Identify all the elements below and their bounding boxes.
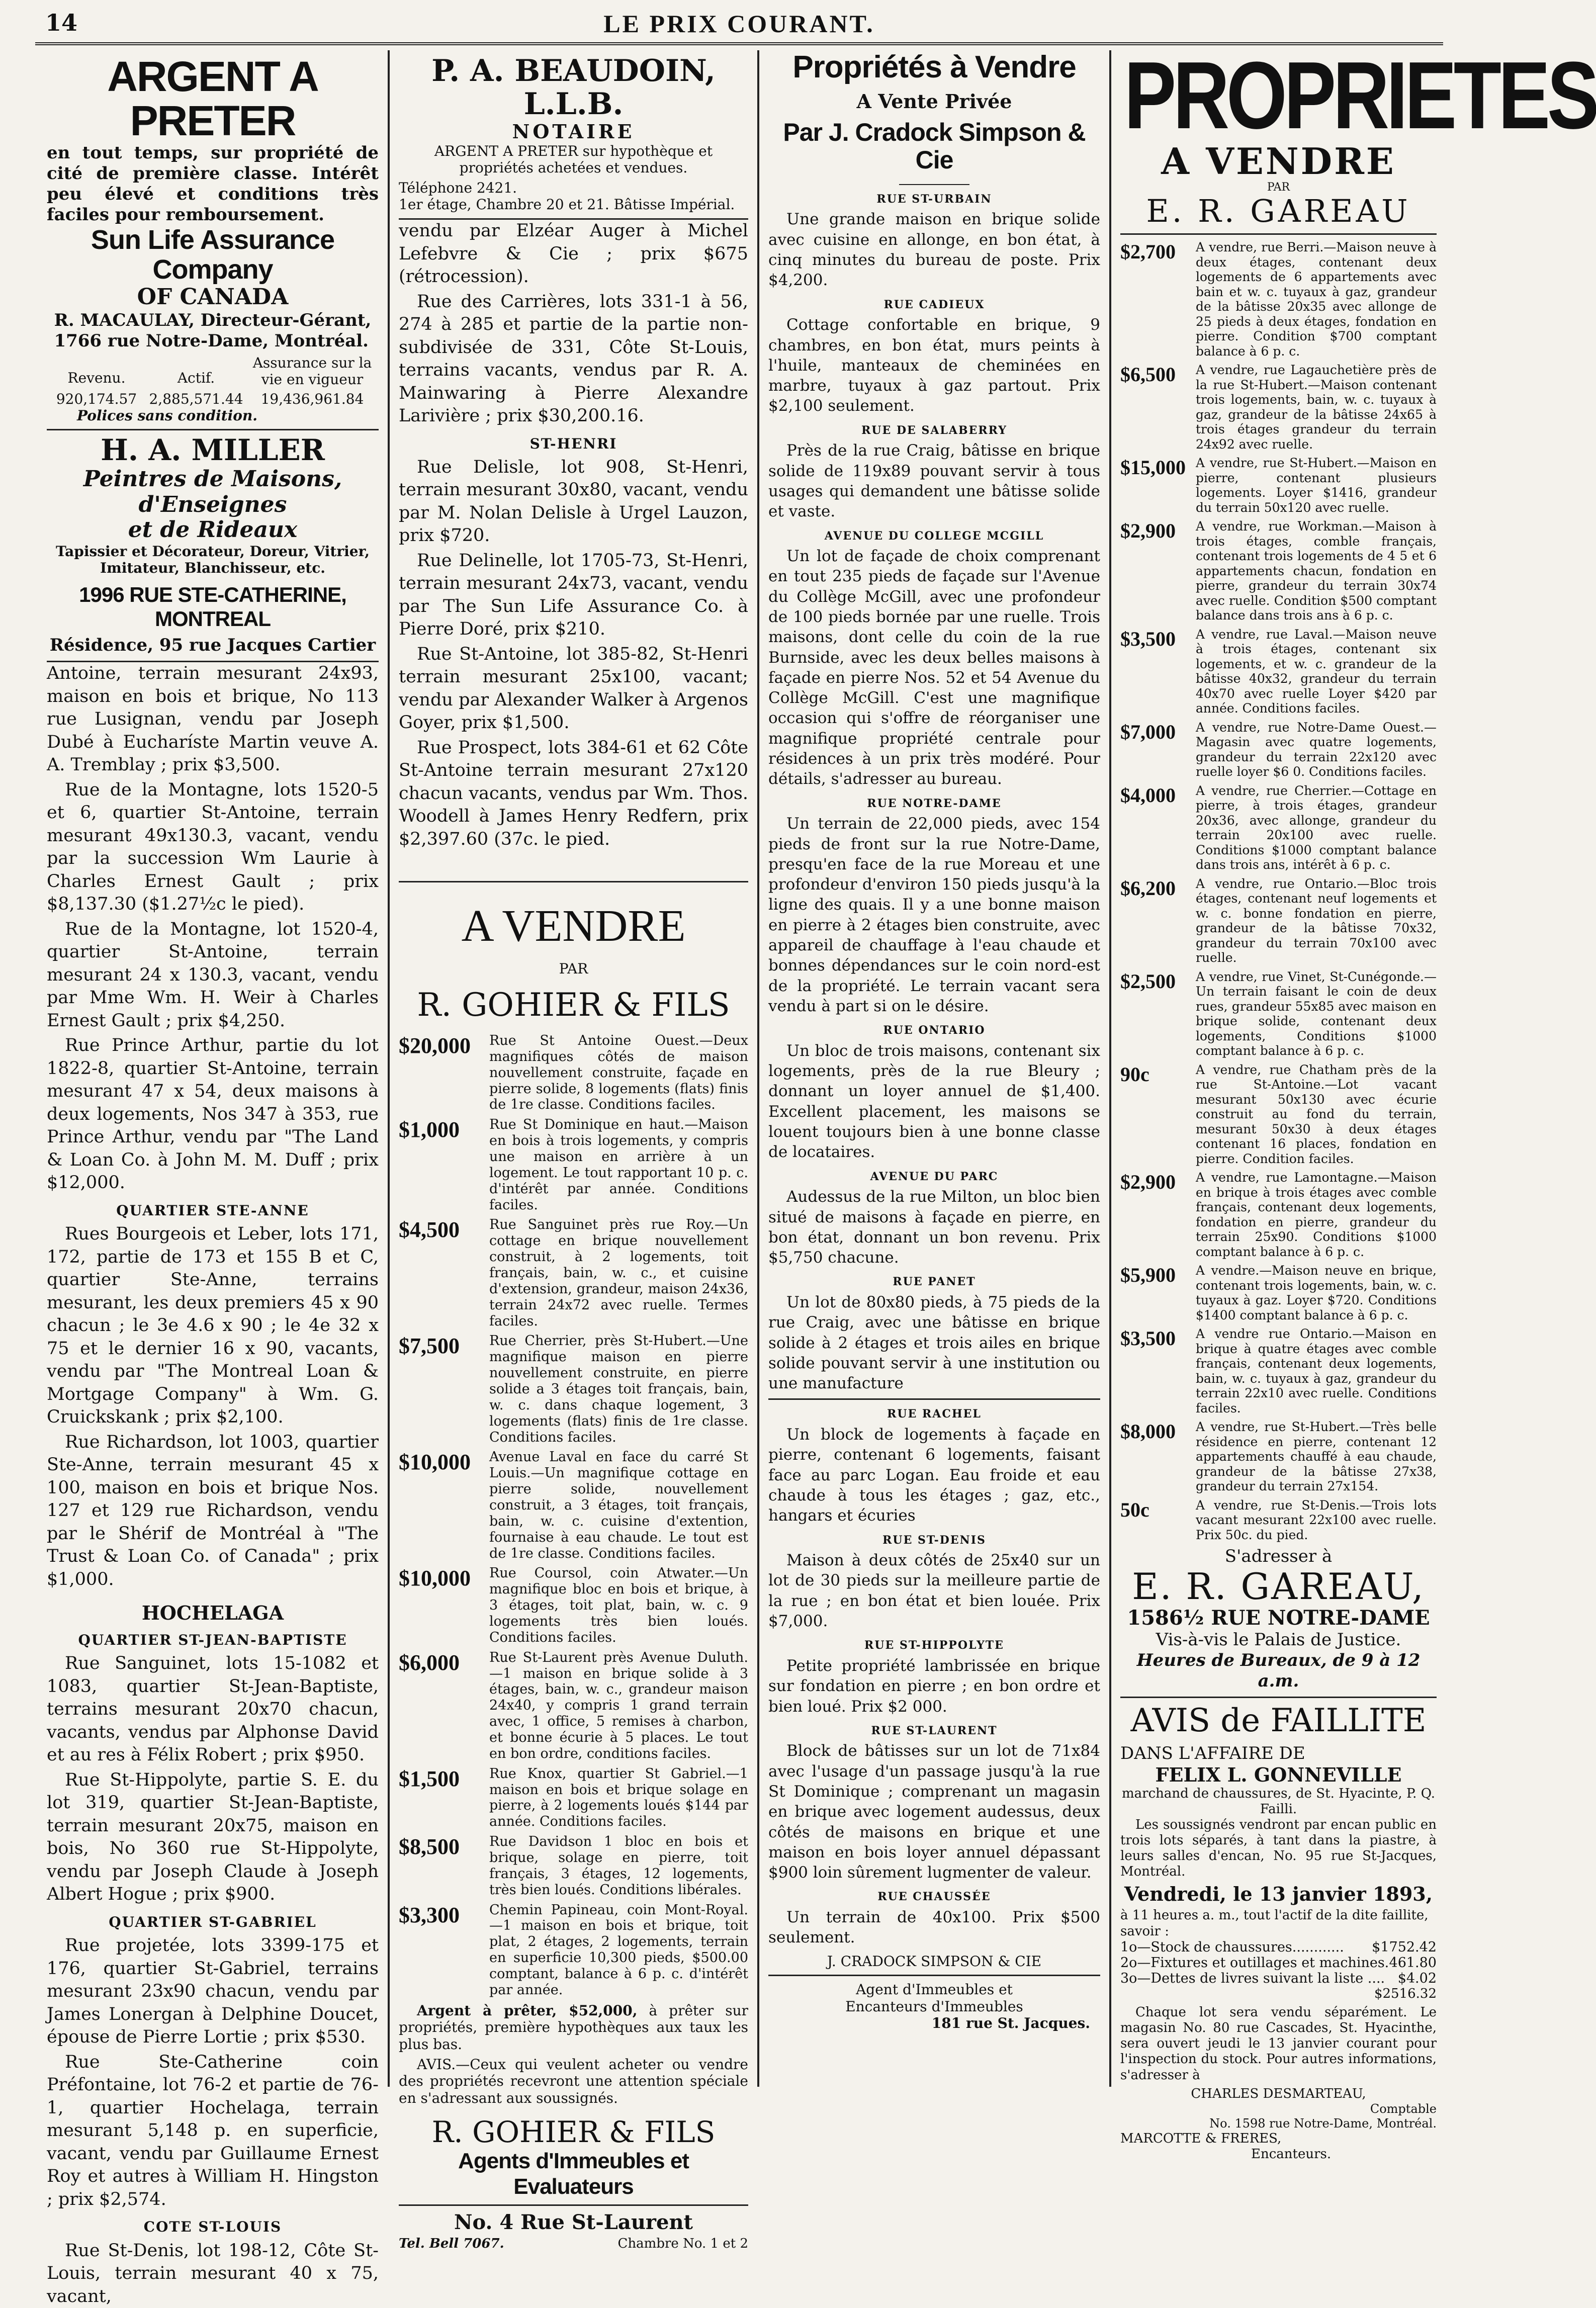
avis-item [1120, 1955, 1437, 1971]
avis-contact-role: Comptable [1370, 2102, 1437, 2116]
section-heading: RUE ST-HIPPOLYTE [864, 1639, 1004, 1652]
ad-footer: Polices sans condition. [77, 407, 258, 424]
stat-header: Actif. [177, 369, 215, 386]
listing-text: A vendre, rue St-Denis.—Trois lots vacant mesurant 22x100 avec ruelle. Prix 50c. du pied. [1196, 1497, 1437, 1542]
listing [1120, 1170, 1437, 1259]
listing-text: A vendre, rue St-Hubert.—Très belle résidence en pierre, contenant 12 appartements chauffé à eau chaude, grandeur de la bâtisse 27x38, grandeur du terrain 27x154. [1196, 1419, 1437, 1494]
avis-auctioneer: MARCOTTE & FRERES, [1120, 2131, 1282, 2146]
company-country: OF CANADA [137, 284, 289, 310]
listing-text: A vendre, rue Chatham près de la rue St-Antoine.—Lot vacant mesurant 50x130 avec écurie construit au fond du terrain, mesurant 50x30 à deux étages contenant 16 places, fondation en pierre. Condition faciles. [1196, 1062, 1437, 1166]
listing-text: Rue Cherrier, près St-Hubert.—Une magnifique maison en pierre nouvellement construite, en pierre solide a 3 étages toit français, bain, w. c. dans chaque logement, 3 logements (flats) finis de 1re classe. Conditions faciles. [489, 1333, 748, 1445]
ad-title: ARGENT A PRETER [107, 53, 318, 145]
ad-line: ARGENT A PRETER sur hypothèque et propriétés achetées et vendues. [434, 142, 713, 176]
listing-text: A vendre.—Maison neuve en brique, contenant trois logements, bain, w. c. tuyaux à gaz. Loyer $720. Conditions $1400 comptant balance à 6 p. c. [1196, 1263, 1437, 1322]
section-heading: QUARTIER ST-JEAN-BAPTISTE [78, 1631, 347, 1648]
ad-role: Agents d'Immeubles et Evaluateurs [458, 2149, 689, 2199]
avis-contact: CHARLES DESMARTEAU, [1191, 2086, 1366, 2101]
ad-address: No. 4 Rue St-Laurent [454, 2210, 693, 2235]
section-heading: AVENUE DU PARC [870, 1170, 999, 1183]
avis-title: AVIS de FAILLITE [1130, 1702, 1427, 1739]
ad-firm: R. GOHIER & FILS [417, 986, 730, 1024]
section-text: Près de la rue Craig, bâtisse en brique solide de 119x89 pouvant servir à tous usages qui demandent une bâtisse solide et vaste. [768, 441, 1100, 521]
listing-text: A vendre, rue St-Hubert.—Maison en pierre, contenant plusieurs logements. Loyer $1416, grandeur du terrain 50x120 avec ruelle. [1196, 456, 1437, 515]
listing-text: Rue St-Laurent près Avenue Duluth.—1 maison en brique solide à 3 étages, bain, w. c., grandeur maison 24x40, y compris 1 grand terrain avec, 1 office, 5 remises à charbon, et bonne écurie à 5 places. Le tout en bon ordre, conditions faciles. [489, 1649, 748, 1761]
listings-agent: Par J. Cradock Simpson & Cie [783, 118, 1086, 174]
ad-contact [399, 2236, 748, 2251]
listing-price: $6,200 [1120, 876, 1176, 900]
divider [899, 184, 969, 185]
listing [1120, 519, 1437, 623]
listing-price: $3,500 [1120, 1327, 1176, 1350]
divider [1120, 233, 1437, 235]
listing-price: $8,000 [1120, 1420, 1176, 1443]
listing [1120, 969, 1437, 1058]
ad-par: PAR [559, 960, 588, 977]
listing [1120, 876, 1437, 965]
avis-item-label: 1o—Stock de chaussures............ [1120, 1939, 1344, 1955]
newspaper-title: LE PRIX COURANT. [603, 10, 875, 38]
ad-phone: Téléphone 2421. [399, 179, 517, 196]
stat-value: 2,885,571.44 [149, 390, 243, 407]
listing [399, 1033, 748, 1113]
avis-item-value: $4.02 [1397, 1970, 1437, 1986]
footer-role: Encanteurs d'Immeubles [845, 1998, 1023, 2015]
listing-price: $3,300 [399, 1902, 460, 1927]
avis-item-label: 2o—Fixtures et outillages et machines. [1120, 1955, 1389, 1971]
listing-price: $1,000 [399, 1117, 460, 1142]
paragraph: Rue St-Hippolyte, partie S. E. du lot 319, quartier St-Jean-Baptiste, terrain mesurant 20x75, maison en bois, No 360 rue St-Hippolyte, vendu par Joseph Claude à Joseph Albert Hogue ; prix $900. [47, 1769, 379, 1905]
section-heading: RUE PANET [893, 1275, 976, 1289]
ad-line: Tapissier et Décorateur, Doreur, Vitrier, Imitateur, Blanchisseur, etc. [55, 543, 370, 577]
listing [1120, 627, 1437, 716]
avis-contact-addr: No. 1598 rue Notre-Dame, Montréal. [1209, 2116, 1437, 2131]
headline-sub: A VENDRE [1161, 139, 1396, 183]
avis-text: à 11 heures a. m., tout l'actif de la dite faillite, savoir : [1120, 1908, 1429, 1939]
listing-price: $7,500 [399, 1334, 460, 1359]
paragraph: Rue Richardson, lot 1003, quartier Ste-Anne, terrain mesurant 45 x 100, maison en bois et brique Nos. 127 et 129 rue Richardson, vendu par le Shérif de Montréal à "The Trust & Loan Co. of Canada" ; prix $1,000. [47, 1432, 379, 1589]
listing-text: Rue St Dominique en haut.—Maison en bois à trois logements, y compris une maison en arrière à un logement. Le tout rapportant 10 p. c. d'intérêt par année. Conditions faciles. [489, 1117, 748, 1213]
listing-text: A vendre, rue Workman.—Maison à trois étages, comble français, contenant trois logements de 4 5 et 6 appartements chacun, fondation en pierre, grandeur du terrain 30x74 avec ruelle. Condition $500 comptant balance dans trois ans à 6 p. c. [1196, 519, 1437, 623]
divider [399, 881, 748, 882]
ad-gohier [399, 903, 748, 2251]
paragraph: Rue Sanguinet, lots 15-1082 et 1083, quartier St-Jean-Baptiste, terrains mesurant 20x70 chacun, vacants, vendus par Alphonse David et au res à Félix Robert ; prix $950. [47, 1653, 379, 1765]
listing [1120, 1263, 1437, 1322]
listing-price: $6,500 [1120, 363, 1176, 386]
avis-faillite [1120, 1703, 1437, 2162]
ad-tel: Tel. Bell 7067. [399, 2236, 504, 2252]
listing-text: Rue Coursol, coin Atwater.—Un magnifique bloc en bois et brique, à 3 étages, toit plat, bain, w. c. 9 logements très bien loués. Conditions faciles. [489, 1565, 748, 1645]
footer-role: Agent d'Immeubles et [856, 1981, 1013, 1998]
avis-auctioneer-role: Encanteurs. [1251, 2146, 1332, 2162]
avis-desc: marchand de chaussures, de St. Hyacinte, P. Q. Failli. [1122, 1786, 1435, 1817]
column-2 [390, 50, 759, 2252]
agent-vis: Vis-à-vis le Palais de Justice. [1156, 1630, 1401, 1650]
listings-title: Propriétés à Vendre [792, 50, 1076, 84]
avis-item-value: 461.80 [1389, 1955, 1437, 1971]
ad-room: Chambre No. 1 et 2 [617, 2236, 748, 2252]
section-text: Petite propriété lambrissée en brique sur fondation en pierre ; en bon ordre et bien loué. Prix $2 000. [768, 1656, 1100, 1716]
stat-header: Assurance sur la vie en vigueur [252, 354, 372, 388]
stats-values [47, 391, 379, 407]
listing [399, 1217, 748, 1329]
listing-price: $10,000 [399, 1450, 471, 1475]
agent-name: E. R. GAREAU, [1132, 1565, 1425, 1608]
listing [1120, 1326, 1437, 1415]
ad-name: P. A. BEAUDOIN, L.L.B. [431, 53, 716, 122]
listing [1120, 783, 1437, 872]
avis-text: Les soussignés vendront par encan public en trois lots séparés, à tant dans la piastre, à leurs salles d'encan, No. 95 rue St-Jacques, Montréal. [1120, 1817, 1437, 1880]
agent-hours: Heures de Bureaux, de 9 à 12 a.m. [1136, 1650, 1421, 1691]
paragraph: Rue Prospect, lots 384-61 et 62 Côte St-Antoine terrain mesurant 27x120 chacun vacants, vendus par Wm. Thos. Woodell à James Henry Redfern, prix $2,397.60 (37c. le pied. [399, 737, 748, 849]
paragraph: Rue Prince Arthur, partie du lot 1822-8, quartier St-Antoine, terrain mesurant 47 x 54, deux maisons à deux logements, Nos 347 à 353, rue Prince Arthur, vendu par "The Land & Loan Co. à John M. M. Duff ; prix $12,000. [47, 1035, 379, 1193]
ad-agent: E. R. GAREAU [1146, 193, 1411, 230]
section-heading: QUARTIER ST-GABRIEL [109, 1913, 317, 1930]
listing [1120, 720, 1437, 779]
listing-price: $5,900 [1120, 1264, 1176, 1287]
stats-headers [47, 354, 379, 388]
ad-name: H. A. MILLER [101, 433, 325, 468]
section-heading: RUE ST-URBAIN [876, 192, 992, 206]
listing-price: $6,000 [399, 1650, 460, 1675]
section-heading: COTE ST-LOUIS [143, 2218, 282, 2236]
listing-text: Chemin Papineau, coin Mont-Royal.—1 maison en bois et brique, toit plat, 2 étages, 2 logements, terrain en superficie 10,300 pieds, $500.00 comptant, balance à 6 p. c. d'intérêt par année. [489, 1902, 748, 1998]
paragraph: Rue de la Montagne, lots 1520-5 et 6, quartier St-Antoine, terrain mesurant 49x130.3, vacant, vendu par la succession Wm Laurie à Charles Ernest Gault ; prix $8,137.30 ($1.27½c le pied). [47, 779, 379, 915]
listings-sub: A Vente Privée [856, 90, 1012, 113]
listing [1120, 363, 1437, 452]
ad-address: 1996 RUE STE-CATHERINE, MONTREAL [79, 582, 346, 631]
section-heading: RUE ST-DENIS [882, 1533, 986, 1547]
ad-firm: R. GOHIER & FILS [431, 2115, 716, 2150]
footer-name: J. CRADOCK SIMPSON & CIE [827, 1952, 1042, 1970]
section-text: Un lot de 80x80 pieds, à 75 pieds de la rue Craig, avec une bâtisse en brique solide à 2 étages et trois ailes en brique solide pouvant servir à une institution ou une manufacture [768, 1293, 1100, 1393]
company-director: R. MACAULAY, Directeur-Gérant, [54, 310, 372, 330]
section-heading: RUE CHAUSSÉE [877, 1890, 991, 1904]
agent-address: 1586½ RUE NOTRE-DAME [1127, 1606, 1430, 1630]
divider [768, 1398, 1100, 1400]
section-text: Maison à deux côtés de 25x40 sur un lot de 30 pieds sur la meilleure partie de la rue ; en bon état et bien louée. Prix $7,000. [768, 1551, 1100, 1631]
company-name: Sun Life Assurance Company [91, 224, 335, 285]
listing-price: $20,000 [399, 1033, 471, 1058]
section-heading: RUE NOTRE-DAME [867, 796, 1002, 810]
listing-price: $1,500 [399, 1766, 460, 1791]
paragraph: Rue Ste-Catherine coin Préfontaine, lot 76-2 et partie de 76-1, quartier Hochelaga, terrain mesurant 5,148 p. en superficie, vacant, vendu par Guillaume Ernest Roy et autres à William H. Hingston ; prix $2,574. [47, 2052, 379, 2209]
ad-beaudoin [399, 50, 748, 220]
page-header [35, 7, 1443, 45]
divider [1120, 1697, 1437, 1698]
listing-text: A vendre, rue Cherrier.—Cottage en pierre, à trois étages, grandeur 20x36, avec allonge, grandeur du terrain 20x100 avec ruelle. Conditions $1000 comptant balance dans trois ans, intérêt à 6 p. c. [1196, 783, 1437, 872]
listing-text: A vendre, rue Lamontagne.—Maison en brique à trois étages avec comble français, contenant deux logements, fondation en pierre, grandeur du terrain 25x90. Conditions $1000 comptant balance à 6 p. c. [1196, 1170, 1437, 1259]
listing-price: $7,000 [1120, 720, 1176, 743]
avis-total: $2516.32 [1374, 1986, 1437, 2001]
avis-item [1120, 1939, 1437, 1955]
listing-text: Rue Davidson 1 bloc en bois et brique, solage en pierre, toit français, 3 étages, 12 logements, très bien loués. Conditions libérales. [489, 1834, 748, 1898]
page-number: 14 [45, 9, 78, 36]
section-heading: RUE ST-LAURENT [871, 1724, 998, 1737]
listing [1120, 456, 1437, 515]
ad-residence: Résidence, 95 rue Jacques Cartier [49, 635, 376, 656]
listing-text: A vendre, rue Vinet, St-Cunégonde.—Un terrain faisant le coin de deux rues, grandeur 55x85 avec maison en brique solide, contenant deux logements, Conditions $1000 comptant balance à 6 p. c. [1196, 969, 1437, 1058]
paragraph: Rue Delinelle, lot 1705-73, St-Henri, terrain mesurant 24x73, vacant, vendu par The Sun Life Assurance Co. à Pierre Doré, prix $210. [399, 550, 748, 640]
listing [1120, 1062, 1437, 1167]
listing-text: A vendre, rue Notre-Dame Ouest.—Magasin avec quatre logements, grandeur du terrain 22x120 avec ruelle loyer $6 0. Conditions faciles. [1196, 720, 1437, 779]
paragraph: Rue Delisle, lot 908, St-Henri, terrain mesurant 30x80, vacant, vendu par M. Nolan Delisle à Urgel Lauzon, prix $720. [399, 457, 748, 546]
listing-price: $4,500 [399, 1217, 460, 1242]
avis-name: FELIX L. GONNEVILLE [1155, 1763, 1402, 1786]
listing-text: Avenue Laval en face du carré St Louis.—Un magnifique cottage en pierre solide, nouvellement construit, a 3 étages, toit français, bain, w. c. cuisine d'extention, fournaise à eau chaude. Le tout est de 1re classe. Conditions faciles. [489, 1449, 748, 1561]
company-address: 1766 rue Notre-Dame, Montréal. [54, 330, 369, 351]
paragraph: vendu par Elzéar Auger à Michel Lefebvre & Cie ; prix $675 (rétrocession). [399, 221, 748, 287]
giant-headline: PROPRIETES [1124, 42, 1596, 149]
avis-text: Chaque lot sera vendu séparément. Le magasin No. 80 rue Cascades, St. Hyacinthe, sera ouvert jeudi le 13 janvier courant pour l'inspection du stock. Pour autres informations, s'adresser à [1120, 2004, 1437, 2083]
listing-price: $2,900 [1120, 1171, 1176, 1194]
listing [399, 1834, 748, 1898]
listing-price: 90c [1120, 1062, 1149, 1086]
paragraph: Rue St-Denis, lot 198-12, Côte St-Louis, terrain mesurant 40 x 75, vacant, [47, 2240, 379, 2306]
listing-text: Rue Knox, quartier St Gabriel.—1 maison en bois et brique solage en pierre, à 2 logements loués $144 par année. Conditions faciles. [489, 1765, 748, 1830]
avis-date: Vendredi, le 13 janvier 1893, [1124, 1882, 1433, 1905]
listing-price: $10,000 [399, 1566, 471, 1591]
listing [399, 1650, 748, 1762]
ad-par: PAR [1267, 181, 1290, 194]
avis-item [1120, 1971, 1437, 1986]
listing-price: 50c [1120, 1498, 1149, 1521]
section-heading: RUE CADIEUX [883, 298, 985, 311]
ad-line: et de Rideaux [128, 517, 298, 543]
ad-line: Peintres de Maisons, d'Enseignes [83, 466, 342, 517]
listing-text: A vendre, rue Lagauchetière près de la rue St-Hubert.—Maison contenant trois logements, bain, w. c. tuyaux à gaz, grandeur de la bâtisse 24x65 à trois étages grandeur du terrain 24x92 avec ruelle. [1196, 363, 1437, 452]
addr-intro: S'adresser à [1224, 1546, 1333, 1567]
listing [1120, 240, 1437, 359]
column-1 [38, 50, 390, 2306]
section-text: Cottage confortable en brique, 9 chambres, en bon état, murs peints à l'huile, manteaux de cheminées en marbre, tuyaux à gaz partout. Prix $2,100 seulement. [768, 316, 1100, 415]
divider [768, 1975, 1100, 1976]
section-heading: RUE DE SALABERRY [861, 423, 1007, 437]
divider [399, 2204, 748, 2206]
footer-address: 181 rue St. Jacques. [931, 2015, 1090, 2032]
avis-note: AVIS.—Ceux qui veulent acheter ou vendre des propriétés recevront une attention spéciale en s'adressant aux soussignés. [399, 2056, 748, 2106]
listing-price: $3,500 [1120, 627, 1176, 650]
listing-sections [768, 192, 1100, 1948]
news-text [399, 220, 748, 851]
listing-text: Rue St Antoine Ouest.—Deux magnifiques côtés de maison nouvellement construite, façade en pierre solide, 8 logements (flats) finis de 1re classe. Conditions faciles. [489, 1032, 748, 1113]
listing-text: A vendre, rue Berri.—Maison neuve à deux étages, contenant deux logements de 6 appartements avec bain et w. c. tuyaux à gaz, grandeur de la bâtisse 20x35 avec allonge de 25 pieds à deux étages, fondation en pierre. Condition $700 comptant balance à 6 p. c. [1196, 240, 1437, 359]
column-3 [759, 50, 1111, 2087]
section-heading: ST-HENRI [529, 435, 617, 452]
avis-item-value: $1752.42 [1372, 1939, 1437, 1955]
listing [399, 1333, 748, 1445]
ad-sun-life [47, 50, 379, 430]
section-text: Un terrain de 22,000 pieds, avec 154 pieds de front sur la rue Notre-Dame, presqu'en face de la rue Moreau et une profondeur d'environ 150 pieds jusqu'à la ligne des quais. Il y a une bonne maison en pierre à 2 étages bien construite, avec appareil de chauffage à l'eau chaude et bonnes dépendances sur le coin nord-est de la propriété. Le terrain vacant sera vendu à part si on le désire. [768, 815, 1100, 1015]
section-text: Un terrain de 40x100. Prix $500 seulement. [768, 1908, 1100, 1947]
listing-text: A vendre, rue Laval.—Maison neuve à trois étages, contenant six logements, et w. c. grandeur de la bâtisse 40x32, grandeur du terrain 40x70 avec ruelle Loyer $420 par année. Conditions faciles. [1196, 627, 1437, 716]
stat-value: 19,436,961.84 [260, 390, 364, 407]
listing-price: $4,000 [1120, 783, 1176, 807]
section-heading: AVENUE DU COLLEGE MCGILL [824, 529, 1044, 543]
listing-price: $2,900 [1120, 519, 1176, 543]
ad-lead: en tout temps, sur propriété de cité de première classe. Intérêt peu élevé et conditions très faciles pour remboursement. [47, 143, 379, 225]
listing-price: $15,000 [1120, 456, 1186, 479]
paragraph: Rue St-Antoine, lot 385-82, St-Henri terrain mesurant 25x100, vacant; vendu par Alexander Walker à Argenos Goyer, prix $1,500. [399, 644, 748, 733]
section-heading: RUE RACHEL [887, 1407, 982, 1421]
paragraph: Antoine, terrain mesurant 24x93, maison en bois et brique, No 113 rue Lusignan, vendu par Joseph Dubé à Eucharíste Martin veuve A. A. Tremblay ; prix $3,500. [47, 663, 379, 775]
ad-title: A VENDRE [461, 901, 686, 951]
listing-price: $2,500 [1120, 969, 1176, 993]
section-heading: QUARTIER STE-ANNE [116, 1202, 309, 1219]
section-heading: RUE ONTARIO [883, 1024, 986, 1037]
paragraph: Rue de la Montagne, lot 1520-4, quartier St-Antoine, terrain mesurant 24 x 130.3, vacant, vendu par Mme Wm. H. Weir à Charles Ernest Gault ; prix $4,250. [47, 919, 379, 1031]
listing-text: A vendre, rue Ontario.—Bloc trois étages, contenant neuf logements et w. c. bonne fondation en pierre, grandeur de la bâtisse 70x32, grandeur du terrain 70x100 avec ruelle. [1196, 876, 1437, 965]
listing [399, 1565, 748, 1645]
section-text: Un bloc de trois maisons, contenant six logements, près de la rue Bleury ; donnant un loyer annuel de $1,400. Excellent placement, les maisons se louent toujours bien à une bonne classe de locataires. [768, 1041, 1100, 1162]
ad-role: NOTAIRE [512, 120, 635, 143]
listing-text: Rue Sanguinet près rue Roy.—Un cottage en brique nouvellement construit, à 2 logements, toit français, bain, w. c., et cuisine d'extension, grandeur, maison 24x36, terrain 24x72 avec ruelle. Termes faciles. [489, 1217, 748, 1329]
column-4 [1111, 42, 1596, 2162]
argent-label: Argent à prêter, $52,000, [417, 2002, 638, 2019]
argent-text: à prêter sur propriétés, première hypothèques aux taux les plus bas. [399, 2002, 749, 2053]
ad-office: 1er étage, Chambre 20 et 21. Bâtisse Impérial. [399, 196, 735, 213]
section-text: Une grande maison en brique solide avec cuisine en allonge, en bon état, à cinq minutes du bureau de poste. Prix $4,200. [768, 210, 1100, 290]
paragraph: Rues Bourgeois et Leber, lots 171, 172, partie de 173 et 155 B et C, quartier Ste-Anne, terrains mesurant, les deux premiers 45 x 90 chacun ; le 3e 4.6 x 90 ; le 4e 32 x 75 et le dernier 16 x 90, vacants, vendu par "The Montreal Loan & Mortgage Company" à Wm. G. Cruickskank ; prix $2,100. [47, 1224, 379, 1428]
listing [1120, 1498, 1437, 1543]
section-text: Block de bâtisses sur un lot de 71x84 avec l'usage d'un passage jusqu'à la rue St Dominique ; comprenant un magasin en brique avec logement audessus, deux côtés de maisons en brique et une maison en bois loyer annuel dépassant $900 loin sûrement lugmenter de valeur. [768, 1742, 1100, 1882]
listing-price: $2,700 [1120, 240, 1176, 263]
listing-price: $8,500 [399, 1834, 460, 1859]
listing [399, 1117, 748, 1213]
section-text: Un lot de façade de choix comprenant en tout 235 pieds de façade sur l'Avenue du Collège McGill, avec une profondeur de 100 pieds bornée par une ruelle. Trois maisons, dont celle du coin de la rue Burnside, avec les deux belles maisons à façade en pierre Nos. 52 et 54 Avenue du Collège McGill. C'est une magnifique occasion qui s'offre de réorganiser une magnifique propriété centrale pour résidences à un prix très modéré. Pour détails, s'adresser au bureau. [768, 547, 1100, 788]
listing-text: A vendre rue Ontario.—Maison en brique à quatre étages avec comble français, contenant deux logements, bain, w. c. tuyaux à gaz, grandeur du terrain 22x10 avec ruelle. Conditions faciles. [1196, 1326, 1437, 1415]
stat-value: 920,174.57 [56, 390, 137, 407]
avis-intro: DANS L'AFFAIRE DE [1120, 1743, 1305, 1764]
news-text [47, 662, 379, 2308]
stat-header: Revenu. [67, 369, 126, 386]
section-text: Un block de logements à façade en pierre, contenant 6 logements, faisant face au parc Logan. Eau froide et eau chaude à tous les étages ; gaz, etc., hangars et écuries [768, 1426, 1100, 1525]
section-text: Audessus de la rue Milton, un bloc bien situé de maisons à façade en pierre, en bon état, donnant un bon revenu. Prix $5,750 chacune. [768, 1188, 1100, 1267]
avis-item-label: 3o—Dettes de livres suivant la liste .... [1120, 1970, 1385, 1986]
paragraph: Rue des Carrières, lots 331-1 à 56, 274 à 285 et partie de la partie non-subdivisée de 331, Côte St-Louis, terrains vacants, vendus par R. A. Mainwaring à Pierre Alexandre Larivière ; prix $30,200.16. [399, 291, 748, 426]
argent-note [399, 2002, 748, 2053]
listing [1120, 1419, 1437, 1494]
listing [399, 1902, 748, 1998]
paragraph: Rue projetée, lots 3399-175 et 176, quartier St-Gabriel, terrains mesurant 23x90 chacun, vendu par James Lonergan à Delphine Doucet, épouse de Pierre Lortie ; prix $530. [47, 1935, 379, 2048]
listing [399, 1449, 748, 1561]
district-heading: HOCHELAGA [141, 1602, 284, 1625]
listing [399, 1766, 748, 1830]
ad-miller [47, 430, 379, 662]
